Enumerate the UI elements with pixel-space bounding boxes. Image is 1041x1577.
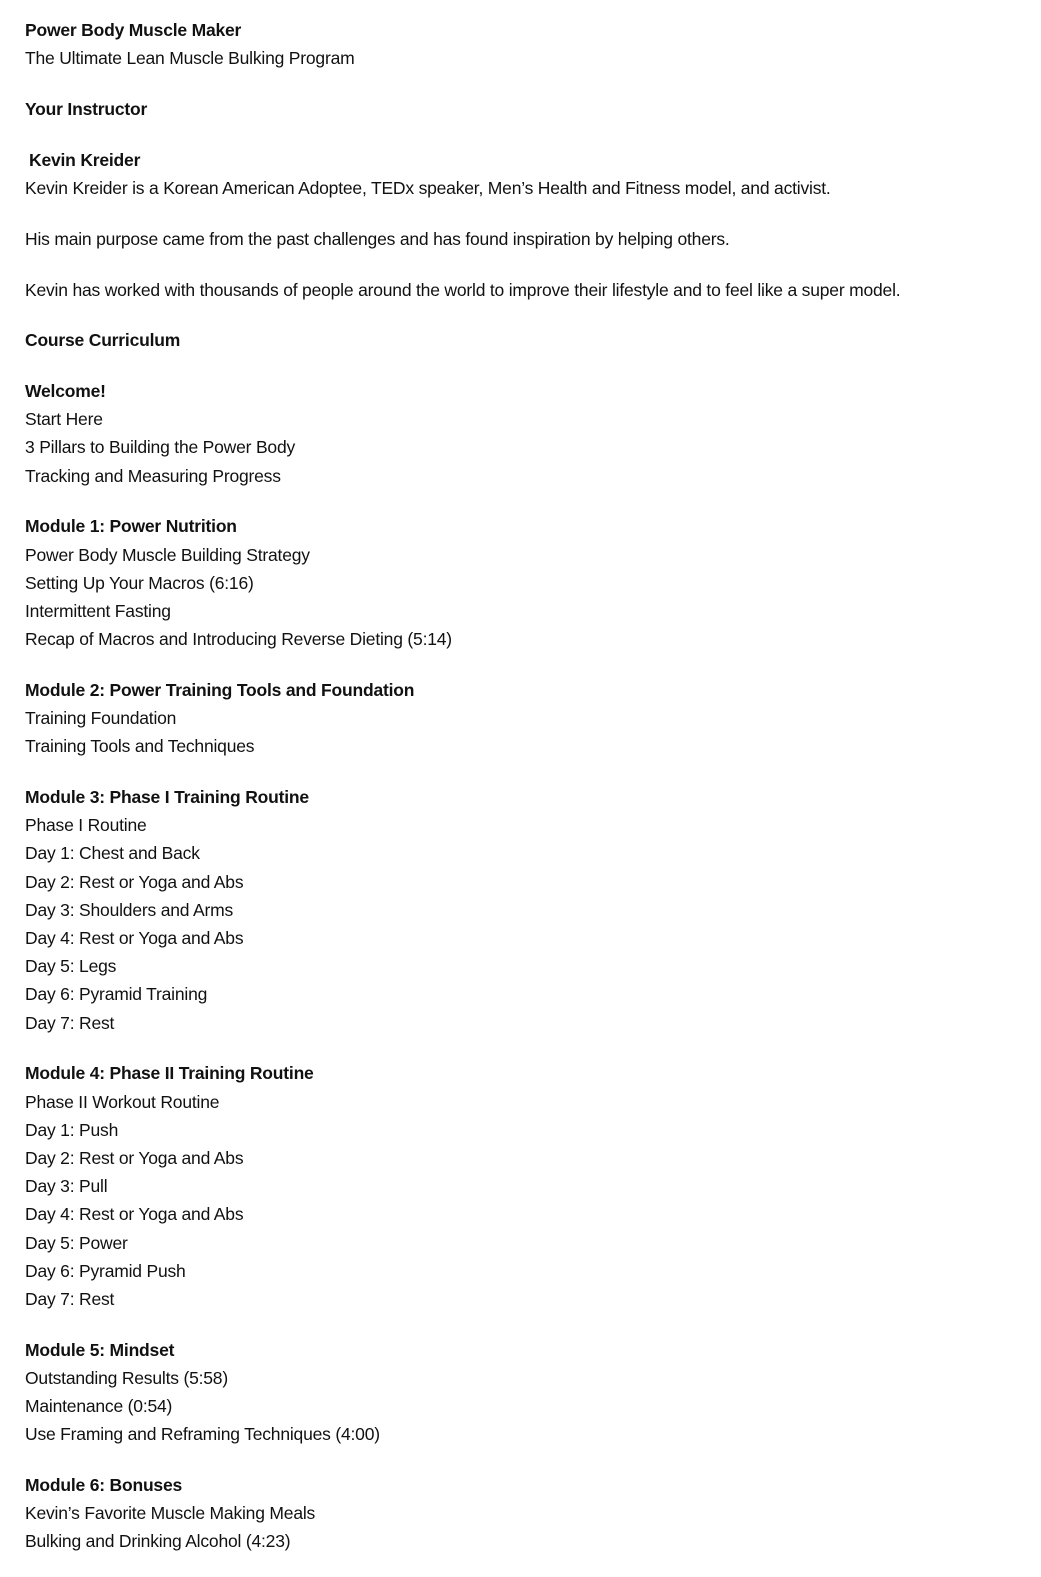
lesson-link[interactable]: Tracking and Measuring Progress <box>25 465 281 486</box>
lesson-link[interactable]: Start Here <box>25 409 103 430</box>
module-title: Module 1: Power Nutrition <box>25 516 237 537</box>
lesson-link[interactable]: Day 4: Rest or Yoga and Abs <box>25 1204 244 1225</box>
instructor-section <box>25 95 1016 304</box>
lesson-link[interactable]: Day 7: Rest <box>25 1012 115 1033</box>
course-header <box>25 16 1016 72</box>
lesson-link[interactable]: Day 2: Rest or Yoga and Abs <box>25 1147 244 1168</box>
module-5 <box>25 1336 1016 1449</box>
instructor-bio-paragraph: His main purpose came from the past challenges and has found inspiration by helping others. <box>25 228 730 249</box>
module-title: Module 3: Phase I Training Routine <box>25 787 309 808</box>
lesson-link[interactable]: Day 5: Power <box>25 1232 128 1253</box>
instructor-name: Kevin Kreider <box>29 149 141 170</box>
lesson-link[interactable]: Day 3: Shoulders and Arms <box>25 899 234 920</box>
lesson-link[interactable]: Outstanding Results (5:58) <box>25 1367 228 1388</box>
lesson-link[interactable]: Day 4: Rest or Yoga and Abs <box>25 928 244 949</box>
instructor-bio-paragraph: Kevin has worked with thousands of people around the world to improve their lifestyle and to feel like a super model. <box>25 279 901 300</box>
module-title: Module 4: Phase II Training Routine <box>25 1063 314 1084</box>
lesson-link[interactable]: Bulking and Drinking Alcohol (4:23) <box>25 1531 291 1552</box>
lesson-link[interactable]: Use Framing and Reframing Techniques (4:00) <box>25 1424 380 1445</box>
lesson-link[interactable]: Day 3: Pull <box>25 1176 108 1197</box>
lesson-link[interactable]: Maintenance (0:54) <box>25 1396 173 1417</box>
curriculum-heading: Course Curriculum <box>25 330 181 351</box>
lesson-link[interactable]: Day 2: Rest or Yoga and Abs <box>25 871 244 892</box>
course-title: Power Body Muscle Maker <box>25 20 242 40</box>
lesson-link[interactable]: 3 Pillars to Building the Power Body <box>25 437 296 458</box>
module-welcome <box>25 377 1016 490</box>
lesson-link[interactable]: Day 1: Push <box>25 1119 119 1140</box>
lesson-link[interactable]: Day 5: Legs <box>25 956 117 977</box>
module-6 <box>25 1471 1016 1556</box>
instructor-bio-paragraph: Kevin Kreider is a Korean American Adoptee, TEDx speaker, Men’s Health and Fitness model, and activist. <box>25 177 831 198</box>
module-title: Module 6: Bonuses <box>25 1475 183 1495</box>
lesson-link[interactable]: Phase I Routine <box>25 815 147 836</box>
module-title: Module 5: Mindset <box>25 1339 175 1360</box>
course-subtitle: The Ultimate Lean Muscle Bulking Program <box>25 48 355 69</box>
module-4 <box>25 1059 1016 1313</box>
lesson-link[interactable]: Training Tools and Techniques <box>25 736 255 757</box>
curriculum-section <box>25 326 1016 1555</box>
lesson-link[interactable]: Recap of Macros and Introducing Reverse Dieting (5:14) <box>25 629 452 650</box>
lesson-link[interactable]: Training Foundation <box>25 708 177 729</box>
module-title: Module 2: Power Training Tools and Foundation <box>25 679 415 700</box>
lesson-link[interactable]: Intermittent Fasting <box>25 600 171 621</box>
module-2 <box>25 676 1016 761</box>
lesson-link[interactable]: Setting Up Your Macros (6:16) <box>25 572 254 593</box>
lesson-link[interactable]: Day 6: Pyramid Training <box>25 984 208 1005</box>
lesson-link[interactable]: Day 1: Chest and Back <box>25 843 200 864</box>
lesson-link[interactable]: Day 7: Rest <box>25 1288 115 1309</box>
lesson-link[interactable]: Phase II Workout Routine <box>25 1091 220 1112</box>
module-3 <box>25 783 1016 1037</box>
module-1 <box>25 512 1016 653</box>
instructor-heading: Your Instructor <box>25 98 148 119</box>
lesson-link[interactable]: Day 6: Pyramid Push <box>25 1260 186 1281</box>
lesson-link[interactable]: Power Body Muscle Building Strategy <box>25 544 310 565</box>
lesson-link[interactable]: Kevin’s Favorite Muscle Making Meals <box>25 1503 316 1524</box>
module-title: Welcome! <box>25 381 106 402</box>
